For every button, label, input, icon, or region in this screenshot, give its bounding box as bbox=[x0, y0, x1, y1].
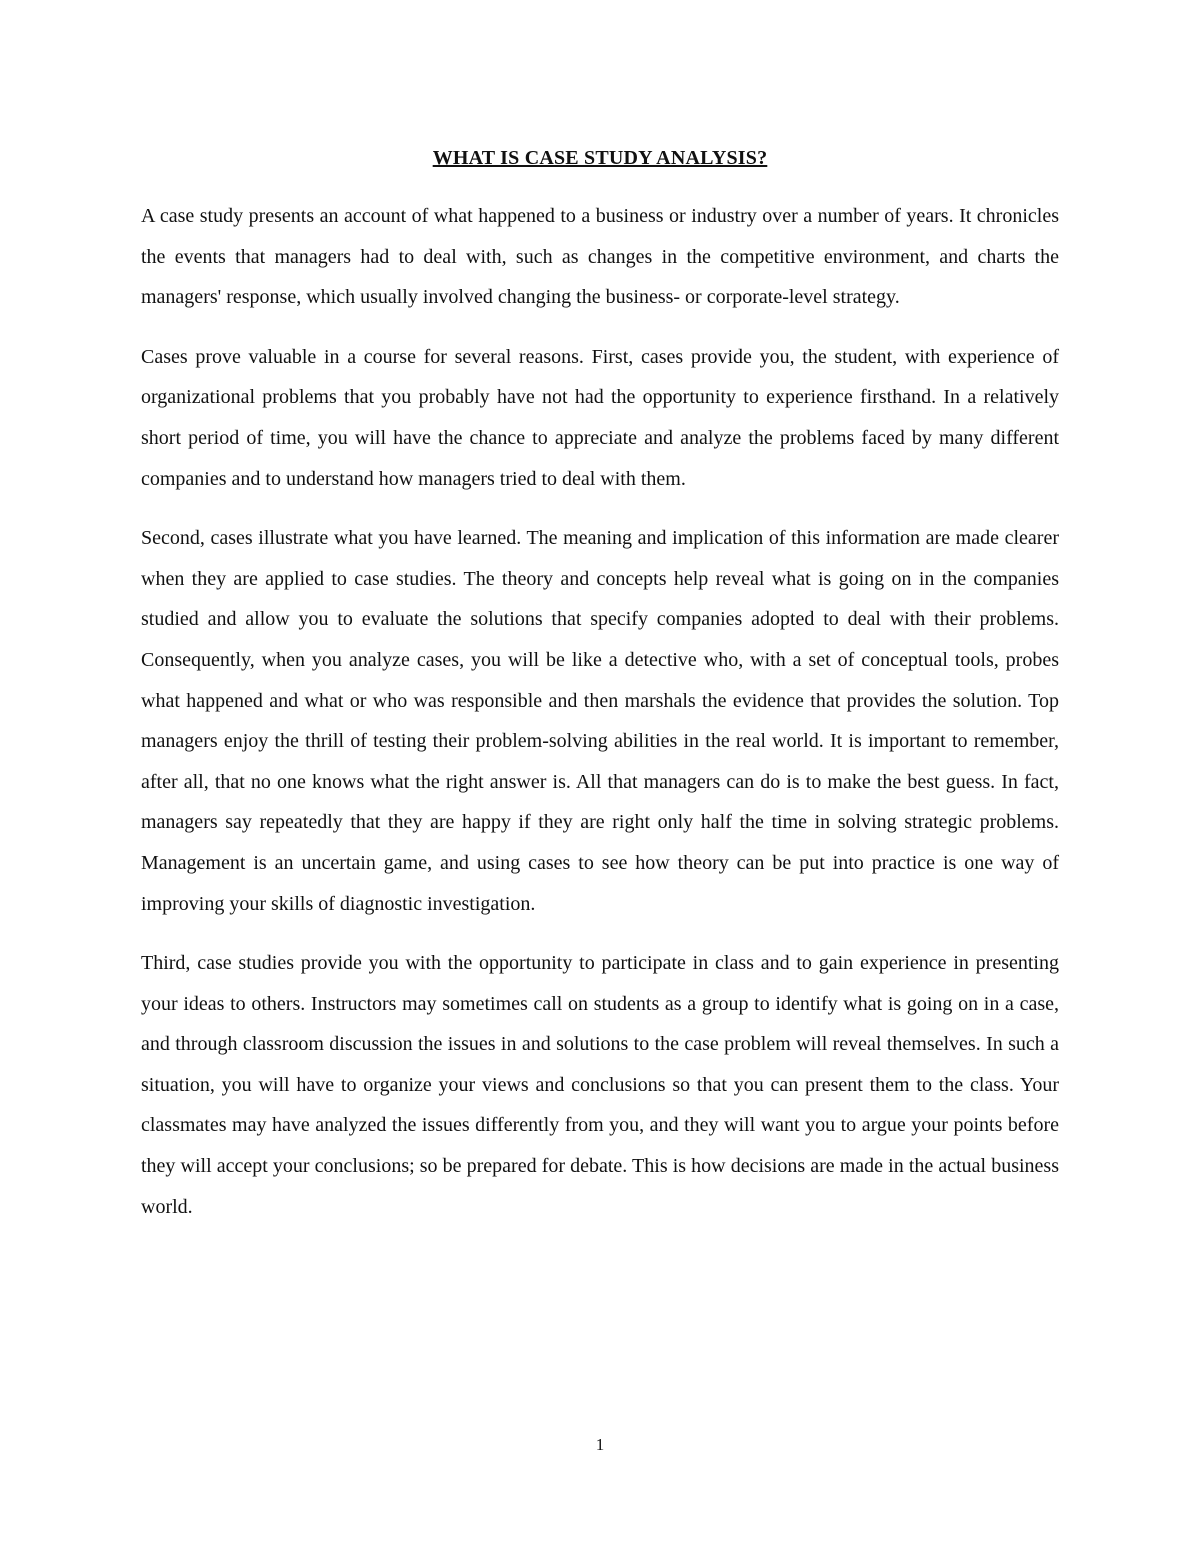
document-body bbox=[141, 138, 1059, 1246]
paragraph-first-reason: Cases prove valuable in a course for several reasons. First, cases provide you, the student, with experience of organizational problems that you probably have not had the opportunity to experience firsthand. In a relatively short period of time, you will have the chance to appreciate and analyze the problems faced by many different companies and to understand how managers tried to deal with them. bbox=[141, 345, 1059, 490]
paragraph-intro: A case study presents an account of what happened to a business or industry over a number of years. It chronicles the events that managers had to deal with, such as changes in the competitive environment, and charts the managers' response, which usually involved changing the business- or corporate-level strategy. bbox=[141, 205, 1059, 309]
paragraph-second-reason: Second, cases illustrate what you have learned. The meaning and implication of this information are made clearer when they are applied to case studies. The theory and concepts help reveal what is going on in the companies studied and allow you to evaluate the solutions that specify companies adopted to deal with their problems. Consequently, when you analyze cases, you will be like a detective who, with a set of conceptual tools, probes what happened and what or who was responsible and then marshals the evidence that provides the solution. Top managers enjoy the thrill of testing their problem-solving abilities in the real world. It is important to remember, after all, that no one knows what the right answer is. All that managers can do is to make the best guess. In fact, managers say repeatedly that they are happy if they are right only half the time in solving strategic problems. Management is an uncertain game, and using cases to see how theory can be put into practice is one way of improving your skills of diagnostic investigation. bbox=[141, 527, 1059, 915]
page-number: 1 bbox=[595, 1435, 605, 1454]
page-title: WHAT IS CASE STUDY ANALYSIS? bbox=[432, 147, 768, 169]
paragraph-third-reason: Third, case studies provide you with the opportunity to participate in class and to gain experience in presenting your ideas to others. Instructors may sometimes call on students as a group to identify what is going on in a case, and through classroom discussion the issues in and solutions to the case problem will reveal themselves. In such a situation, you will have to organize your views and conclusions so that you can present them to the class. Your classmates may have analyzed the issues differently from you, and they will want you to argue your points before they will accept your conclusions; so be prepared for debate. This is how decisions are made in the actual business world. bbox=[141, 952, 1059, 1218]
